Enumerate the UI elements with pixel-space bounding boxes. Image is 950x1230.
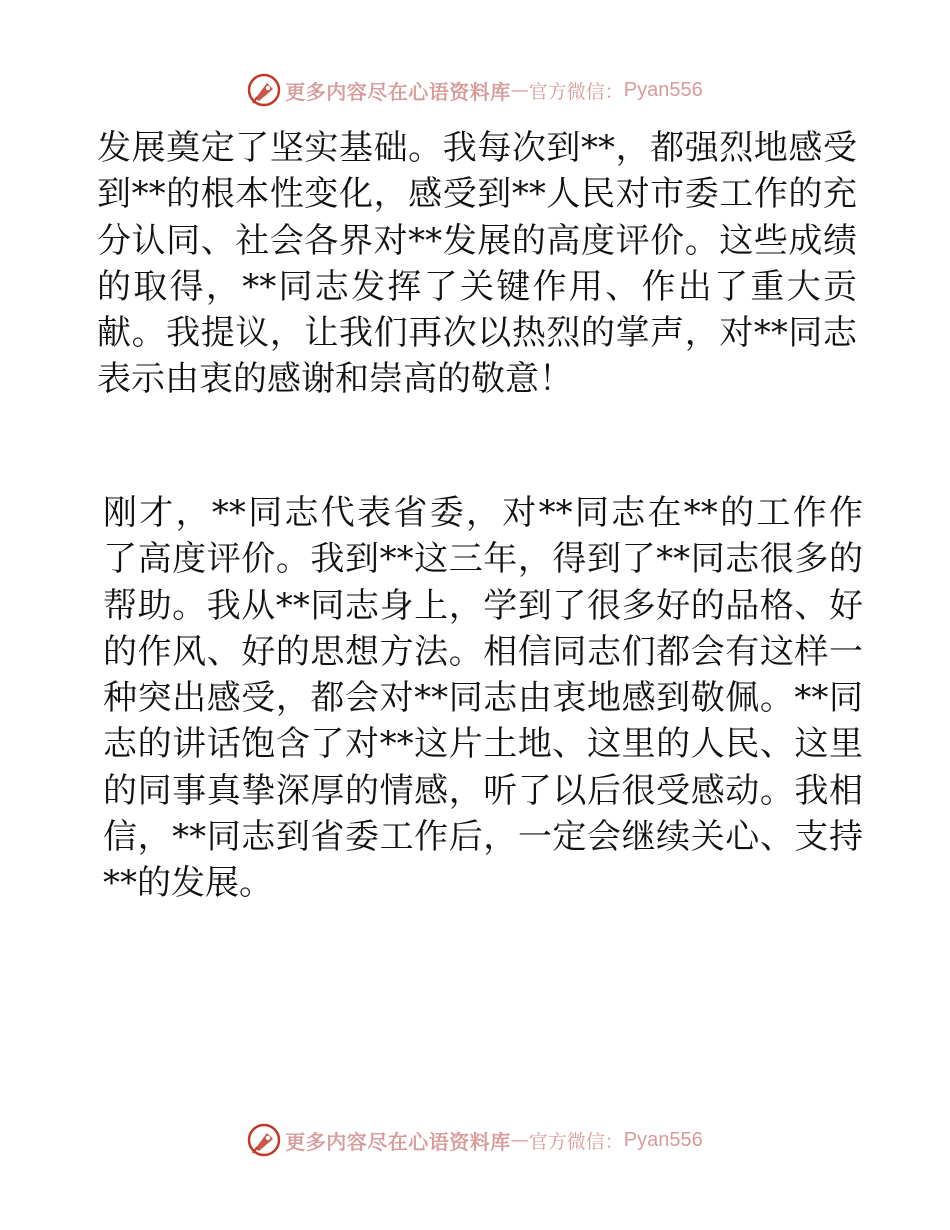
banner-title: 更多内容尽在心语资料库	[285, 1129, 511, 1154]
body-paragraph-2	[103, 490, 863, 907]
text-line: 信，**同志到省委工作后，一定会继续关心、支持	[103, 817, 863, 858]
text-line: 到**的根本性变化，感受到**人民对市委工作的充	[97, 174, 857, 215]
body-paragraph-1	[97, 125, 857, 403]
pen-nib-logo-icon	[247, 73, 281, 107]
text-line: 的同事真挚深厚的情感，听了以后很受感动。我相	[103, 770, 863, 811]
text-line: 的取得，**同志发挥了关键作用、作出了重大贡	[97, 266, 857, 307]
banner-wechat-id: Pyan556	[623, 78, 703, 101]
text-line: 表示由衷的感谢和崇高的敬意！	[97, 359, 573, 400]
banner-wechat-label: 官方微信：	[528, 80, 624, 103]
text-line: 种突出感受，都会对**同志由衷地感到敬佩。**同	[103, 678, 863, 719]
header-banner	[0, 70, 950, 110]
text-line: **的发展。	[103, 863, 273, 904]
footer-banner	[0, 1120, 950, 1160]
banner-wechat-label: 官方微信：	[528, 1130, 624, 1153]
text-line: 了高度评价。我到**这三年，得到了**同志很多的	[103, 539, 863, 580]
banner-dash: —	[510, 79, 529, 101]
text-line: 帮助。我从**同志身上，学到了很多好的品格、好	[103, 585, 863, 626]
banner-title: 更多内容尽在心语资料库	[285, 79, 511, 104]
text-line: 志的讲话饱含了对**这片土地、这里的人民、这里	[103, 724, 863, 765]
pen-nib-logo-icon	[247, 1123, 281, 1157]
banner-wechat-id: Pyan556	[623, 1128, 703, 1151]
text-line: 的作风、好的思想方法。相信同志们都会有这样一	[103, 631, 863, 672]
text-line: 献。我提议，让我们再次以热烈的掌声，对**同志	[97, 313, 857, 354]
text-line: 发展奠定了坚实基础。我每次到**，都强烈地感受	[97, 128, 857, 168]
banner-dash: —	[510, 1129, 529, 1151]
text-line: 刚才，**同志代表省委，对**同志在**的工作作	[103, 493, 863, 533]
text-line: 分认同、社会各界对**发展的高度评价。这些成绩	[97, 220, 857, 261]
